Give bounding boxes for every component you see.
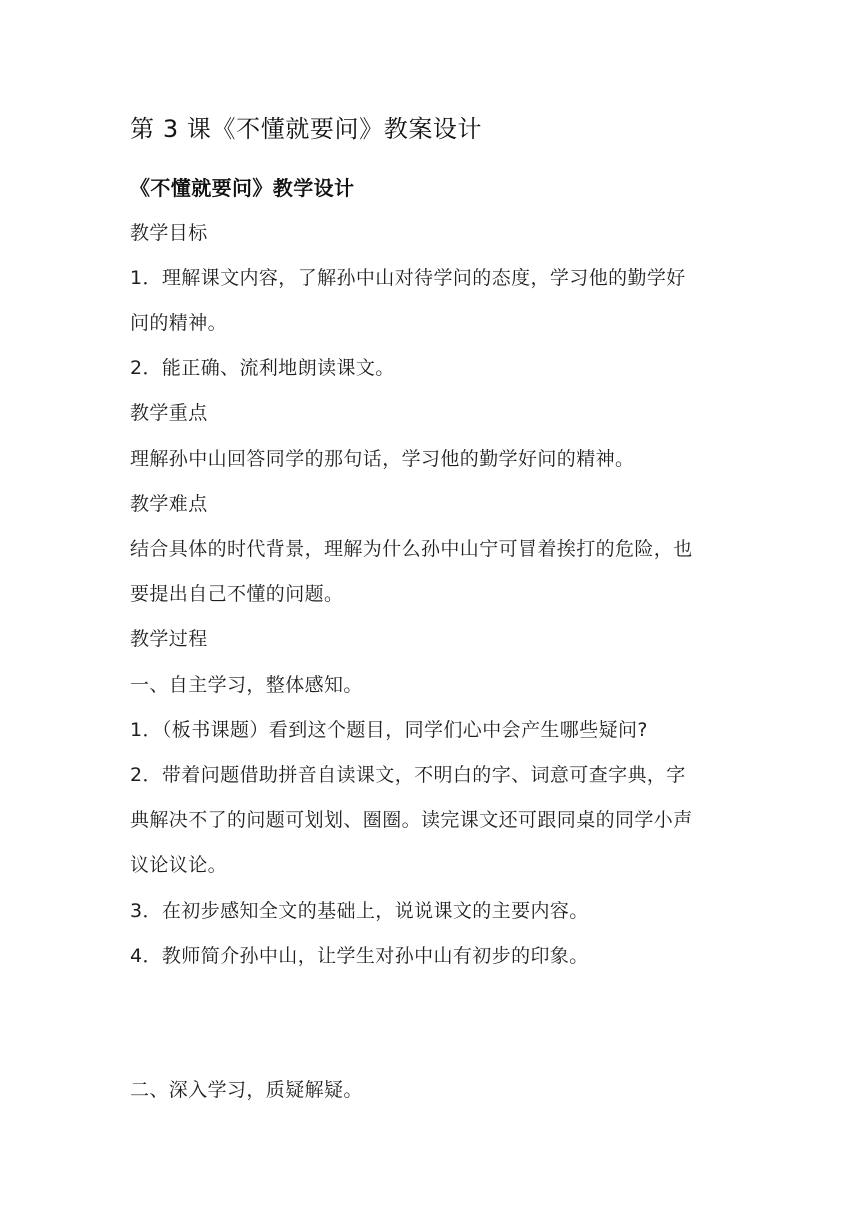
heading-key-points: 教学重点: [130, 402, 208, 424]
step-2-line-3: 议论议论。: [130, 854, 228, 876]
document-subtitle: 《不懂就要问》教学设计: [130, 176, 355, 200]
key-point: 理解孙中山回答同学的那句话，学习他的勤学好问的精神。: [130, 448, 635, 470]
difficulty-line-2: 要提出自己不懂的问题。: [130, 583, 344, 605]
step-2-line-1: 2．带着问题借助拼音自读课文，不明白的字、词意可查字典，字: [130, 764, 686, 786]
heading-teaching-process: 教学过程: [130, 628, 208, 650]
section-1-title: 一、自主学习，整体感知。: [130, 674, 363, 696]
heading-teaching-goals: 教学目标: [130, 222, 208, 244]
step-4: 4．教师简介孙中山，让学生对孙中山有初步的印象。: [130, 945, 589, 967]
difficulty-line-1: 结合具体的时代背景，理解为什么孙中山宁可冒着挨打的危险，也: [130, 538, 693, 560]
goal-1-line-1: 1．理解课文内容，了解孙中山对待学问的态度，学习他的勤学好: [130, 267, 686, 289]
section-2-title: 二、深入学习，质疑解疑。: [130, 1079, 363, 1101]
step-3: 3．在初步感知全文的基础上，说说课文的主要内容。: [130, 900, 589, 922]
goal-1-line-2: 问的精神。: [130, 312, 228, 334]
step-2-line-2: 典解决不了的问题可划划、圈圈。读完课文还可跟同桌的同学小声: [130, 809, 693, 831]
goal-2: 2．能正确、流利地朗读课文。: [130, 357, 395, 379]
document-title: 第 3 课《不懂就要问》教案设计: [130, 115, 483, 143]
step-1: 1．（板书课题）看到这个题目，同学们心中会产生哪些疑问?: [130, 719, 648, 741]
heading-difficulties: 教学难点: [130, 493, 208, 515]
